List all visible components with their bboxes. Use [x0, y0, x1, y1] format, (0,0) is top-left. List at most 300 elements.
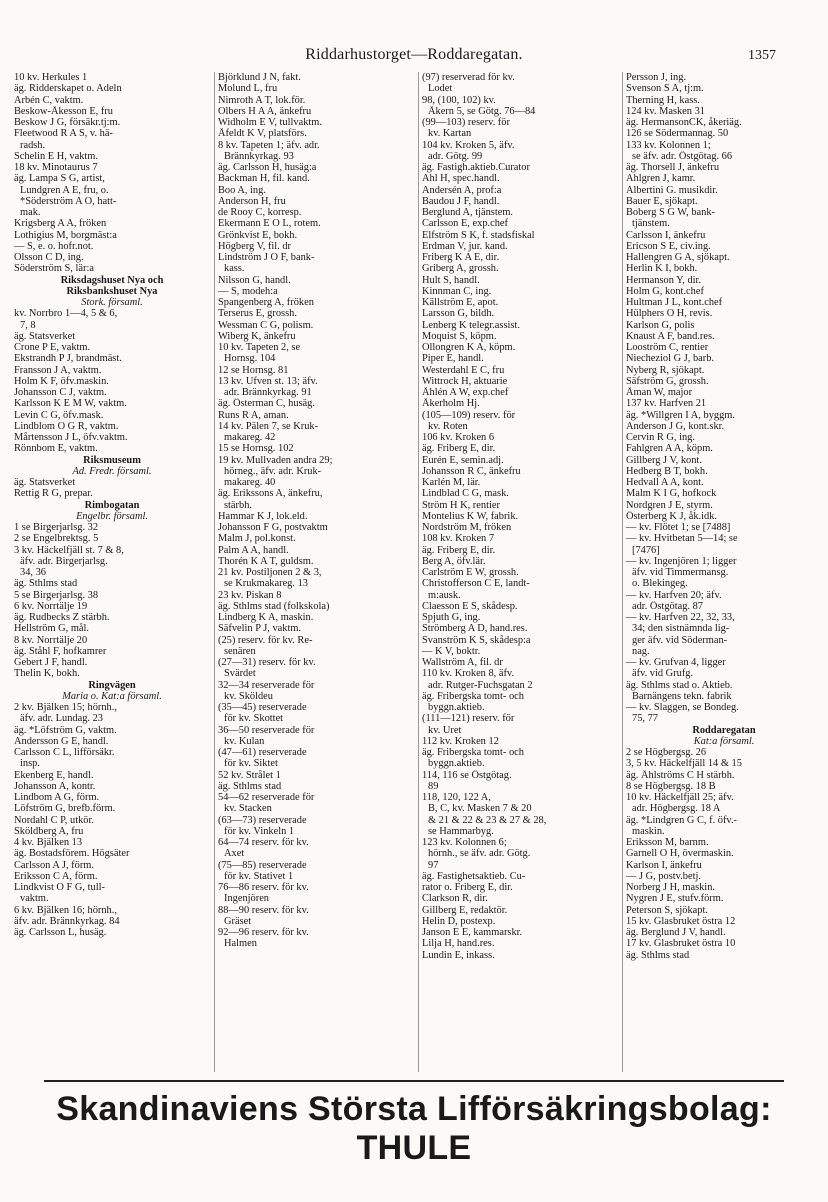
directory-entry: äg. Österman C, husäg.: [218, 398, 315, 410]
directory-entry: — J G, postv.betj.: [626, 870, 701, 882]
directory-entry: äg. Carlsson L, husäg.: [14, 927, 107, 938]
directory-entry: kv. Sköldeu: [224, 690, 273, 702]
directory-entry: äg. Ridderskapet o. Adeln: [14, 83, 122, 95]
directory-entry: (47—61) reserverade: [218, 747, 307, 758]
directory-entry: Hultman J L, kont.chef: [626, 297, 723, 308]
parish-subheading: Stork. församl.: [81, 297, 143, 308]
directory-entry: (97) reserverad för kv.: [422, 72, 515, 83]
directory-entry: Boberg S G W, bank-: [626, 207, 715, 218]
directory-entry: Bauer E, sjökapt.: [626, 195, 698, 207]
directory-entry: äg. Statsverket: [14, 330, 76, 342]
directory-entry: adr. Götg. 99: [428, 150, 483, 162]
directory-entry: Peterson S, sjökapt.: [626, 904, 708, 916]
directory-entry: Eriksson C A, förm.: [14, 870, 98, 882]
directory-entry: 123 kv. Kolonnen 6;: [422, 837, 507, 848]
directory-entry: Eriksson M, barnm.: [626, 837, 709, 848]
directory-entry: Lindström J O F, bank-: [218, 252, 315, 263]
directory-entry: Svenson S A, tj:m.: [626, 83, 704, 95]
directory-entry: Elfström S K, f. stadsfiskal: [422, 229, 535, 241]
directory-entry: (63—73) reserverade: [218, 814, 307, 826]
directory-entry: — kv. Harfven 20; äfv.: [626, 589, 722, 601]
directory-entry: 108 kv. Kroken 7: [422, 533, 495, 545]
directory-entry: *Söderström A O, hatt-: [20, 195, 117, 207]
directory-entry: Runs R A, aman.: [218, 409, 289, 421]
directory-entry: 34, 36: [20, 567, 46, 578]
directory-entry: byggn.aktieb.: [428, 758, 485, 770]
directory-entry: Norberg J H, maskin.: [626, 882, 715, 893]
directory-entry: — kv. Slaggen, se Bondeg.: [626, 702, 739, 713]
directory-entry: Erdman V, jur. kand.: [422, 240, 508, 252]
directory-entry: äg. Thorsell J, änkefru: [626, 162, 720, 173]
directory-entry: 2 se Engelbrektsg. 5: [14, 533, 99, 545]
directory-entry: äfv. adr. Brännkyrkag. 84: [14, 915, 120, 927]
directory-entry: (105—109) reserv. för: [422, 409, 516, 421]
directory-entry: Ahlgren J, kamr.: [626, 173, 696, 185]
directory-entry: Gillberg E, redaktör.: [422, 904, 508, 916]
directory-entry: — S, e. o. hofr.not.: [14, 240, 94, 252]
directory-entry: Boo A, ing.: [218, 184, 266, 196]
directory-entry: 6 kv. Bjälken 16; hörnh.,: [14, 904, 117, 916]
directory-entry: Baudou J F, handl.: [422, 195, 500, 207]
directory-entry: 8 kv. Norrtälje 20: [14, 634, 88, 646]
directory-entry: rator o. Friberg E, dir.: [422, 882, 513, 893]
directory-entry: Lundgren A E, fru, o.: [20, 184, 109, 196]
directory-entry: Ollongren K A, köpm.: [422, 342, 516, 353]
directory-entry: 15 se Hornsg. 102: [218, 443, 294, 455]
directory-entry: för kv. Siktet: [224, 758, 278, 770]
page-title: Riddarhustorget—Roddaregatan.: [305, 46, 523, 63]
street-heading: Riksmuseum: [83, 454, 141, 466]
directory-entry: Andersson G E, handl.: [14, 735, 109, 747]
directory-entry: Rönnbom E, vaktm.: [14, 443, 98, 455]
directory-entry: Beskow J G, försäkr.tj:m.: [14, 117, 121, 128]
directory-entry: Wallström A, fil. dr: [422, 657, 503, 668]
directory-entry: Lindberg K A, maskin.: [218, 612, 314, 623]
directory-entry: Fleetwood R A S, v. hä-: [14, 128, 113, 140]
directory-entry: Lindkvist O F G, tull-: [14, 882, 105, 893]
column-3: [418, 72, 618, 1072]
directory-entry: Olbers H A A, änkefru: [218, 105, 312, 117]
directory-entry: stärbh.: [224, 499, 252, 511]
street-heading: Ringvägen: [88, 679, 136, 691]
directory-entry: Åkern 5, se Götg. 76—84: [428, 105, 536, 117]
directory-entry: 89: [428, 780, 439, 792]
directory-entry: 12 se Hornsg. 81: [218, 364, 289, 376]
directory-entry: 2 kv. Bjälken 15; hörnh.,: [14, 702, 117, 713]
directory-entry: Lundin E, inkass.: [422, 949, 495, 961]
directory-entry: Berg A, öfv.lär.: [422, 555, 486, 567]
directory-entry: kv. Stacken: [224, 803, 272, 815]
directory-entry: Carlsson E, exp.chef: [422, 218, 508, 230]
directory-entry: 106 kv. Kroken 6: [422, 432, 495, 443]
directory-entry: Spjuth G, ing.: [422, 612, 481, 623]
directory-entry: Lothigius M, borgmäst:a: [14, 229, 117, 241]
footer-rule: [44, 1080, 784, 1082]
directory-entry: adr. Östgötag. 87: [632, 600, 703, 612]
directory-entry: Carlsson I, änkefru: [626, 229, 706, 241]
directory-entry: Strömberg A D, hand.res.: [422, 623, 528, 635]
directory-entry: 75, 77: [632, 713, 658, 725]
directory-entry: hörnh., se äfv. adr. Götg.: [428, 848, 531, 860]
directory-entry: 32—34 reserverade för: [218, 679, 315, 691]
directory-entry: Carlsson C L, lifförsäkr.: [14, 747, 115, 758]
directory-entry: Berglund A, tjänstem.: [422, 207, 514, 218]
directory-entry: kv. Kulan: [224, 735, 265, 747]
directory-entry: Westerdahl E C, fru: [422, 364, 505, 376]
directory-entry: Garnell O H, övermaskin.: [626, 848, 734, 860]
directory-entry: Svanström K S, skådesp:a: [422, 634, 531, 646]
directory-entry: äg. Fastighetsaktieb. Cu-: [422, 870, 526, 882]
directory-entry: Carlström E W, grossh.: [422, 567, 519, 578]
directory-entry: kv. Roten: [428, 420, 468, 432]
directory-entry: Fransson J A, vaktm.: [14, 364, 102, 376]
directory-entry: Janson E E, kammarskr.: [422, 927, 523, 938]
directory-entry: (25) reserv. för kv. Re-: [218, 634, 313, 646]
directory-entry: Johansson F G, postvaktm: [218, 522, 328, 533]
directory-entry: Nordahl C P, utkör.: [14, 814, 94, 826]
directory-entry: Beskow-Åkesson E, fru: [14, 105, 113, 117]
directory-entry: Löfström G, brefb.förm.: [14, 803, 116, 815]
directory-entry: Claesson E S, skådesp.: [422, 600, 518, 612]
directory-entry: Olsson C D, ing.: [14, 252, 84, 263]
directory-entry: 8 se Högbergsg. 18 B: [626, 780, 716, 792]
directory-entry: Nygren J E, stufv.förm.: [626, 893, 724, 905]
directory-entry: äg. Sthlms stad: [14, 578, 78, 590]
directory-entry: Wittrock H, aktuarie: [422, 375, 508, 387]
directory-entry: Holm K F, öfv.maskin.: [14, 375, 109, 387]
directory-entry: Thorén K A T, guldsm.: [218, 555, 314, 567]
directory-entry: adr. Brännkyrkag. 91: [224, 387, 312, 398]
directory-entry: 23 kv. Piskan 8: [218, 589, 282, 601]
directory-entry: 15 kv. Glasbruket östra 12: [626, 915, 736, 927]
directory-entry: byggn.aktieb.: [428, 702, 485, 713]
directory-entry: Gillberg J V, kont.: [626, 454, 702, 466]
directory-entry: Österberg K J, åk.idk.: [626, 510, 717, 522]
directory-entry: äg. *Löfström G, vaktm.: [14, 724, 117, 736]
directory-entry: Malm J, pol.konst.: [218, 533, 296, 545]
directory-entry: Therning H, kass.: [626, 94, 700, 106]
directory-entry: senären: [224, 645, 256, 657]
directory-entry: Nordström M, fröken: [422, 522, 512, 533]
directory-entry: Söderström S, lär:a: [14, 263, 94, 275]
directory-entry: Wiberg K, änkefru: [218, 330, 296, 342]
directory-entry: äfv. adr. Lundag. 23: [20, 713, 104, 725]
directory-entry: 8 kv. Tapeten 1; äfv. adr.: [218, 139, 320, 151]
parish-subheading: Kat:a församl.: [693, 735, 755, 747]
directory-entry: Hult S, handl.: [422, 274, 480, 286]
directory-entry: Axet: [224, 848, 245, 860]
directory-entry: 21 kv. Postiljonen 2 & 3,: [218, 567, 322, 578]
directory-entry: 98, (100, 102) kv.: [422, 94, 496, 106]
directory-entry: & 21 & 22 & 23 & 27 & 28,: [428, 814, 547, 826]
directory-entry: Fahlgren A A, köpm.: [626, 443, 713, 455]
directory-entry: 17 kv. Glasbruket östra 10: [626, 938, 736, 950]
directory-entry: Thelin K, bokh.: [14, 668, 80, 680]
directory-entry: Barnängens tekn. fabrik: [632, 690, 732, 702]
directory-entry: Ekermann E O L, rotem.: [218, 218, 321, 230]
directory-entry: 133 kv. Kolonnen 1;: [626, 139, 711, 151]
directory-entry: 104 kv. Kroken 5, äfv.: [422, 139, 515, 151]
directory-entry: Andersén A, prof:a: [422, 184, 502, 196]
directory-entry: adr. Högbergsg. 18 A: [632, 803, 721, 815]
directory-entry: radsh.: [20, 139, 46, 151]
directory-entry: Ahl H, spec.handl.: [422, 173, 500, 185]
directory-entry: Ström H K, rentier: [422, 499, 500, 511]
directory-entry: Montelius K W, fabrik.: [422, 510, 519, 522]
page-number: 1357: [748, 48, 776, 63]
column-1: [14, 72, 210, 1072]
directory-entry: äg. Carlsson H, husäg:a: [218, 162, 317, 173]
directory-entry: hörneg., äfv. adr. Kruk-: [224, 465, 322, 477]
street-heading: Roddaregatan: [692, 724, 756, 736]
directory-entry: Brännkyrkag. 93: [224, 150, 294, 162]
directory-entry: 124 kv. Masken 31: [626, 105, 705, 117]
directory-entry: Backman H, fil. kand.: [218, 173, 310, 185]
directory-entry: (35—45) reserverade: [218, 702, 307, 713]
directory-entry: äg. Friberg E, dir.: [422, 544, 496, 556]
directory-entry: Hülphers O H, revis.: [626, 308, 713, 320]
directory-entry: makareg. 42: [224, 432, 276, 443]
directory-entry: Mårtensson J L, öfv.vaktm.: [14, 432, 128, 443]
directory-entry: maskin.: [632, 825, 665, 837]
directory-entry: Palm A A, handl.: [218, 544, 289, 556]
directory-entry: Rettig R G, prepar.: [14, 488, 93, 500]
directory-entry: Larsson G, bildh.: [422, 308, 495, 320]
directory-entry: (99—103) reserv. för: [422, 117, 510, 128]
directory-entry: Grönkvist E, bokh.: [218, 229, 298, 241]
directory-entry: äg. Fastigh.aktieb.Curator: [422, 162, 530, 173]
directory-entry: 2 se Högbergsg. 26: [626, 747, 707, 758]
directory-entry: Hornsg. 104: [224, 353, 276, 365]
directory-entry: Herlin K I, bokh.: [626, 263, 698, 275]
column-4: [622, 72, 822, 1072]
directory-entry: (111—121) reserv. för: [422, 713, 515, 725]
directory-entry: makareg. 40: [224, 477, 276, 488]
directory-entry: Molund L, fru: [218, 83, 278, 95]
directory-entry: kass.: [224, 263, 245, 275]
street-heading: Riksdagshuset Nya och: [60, 274, 164, 286]
directory-entry: adr. Rutger-Fuchsgatan 2: [428, 679, 533, 691]
directory-entry: Albertini G. musikdir.: [626, 184, 718, 196]
directory-entry: Lindblad C G, mask.: [422, 488, 509, 500]
directory-entry: Anderson J G, kont.skr.: [626, 420, 725, 432]
directory-entry: 14 kv. Pälen 7, se Kruk-: [218, 420, 319, 432]
directory-entry: o. Blekingeg.: [632, 578, 688, 590]
directory-entry: Hermanson Y, dir.: [626, 274, 702, 286]
directory-entry: Persson J, ing.: [626, 72, 687, 83]
directory-entry: — K V, boktr.: [422, 645, 481, 657]
directory-entry: Lenberg K telegr.assist.: [422, 319, 520, 331]
directory-entry: Kinnman C, ing.: [422, 285, 492, 297]
directory-entry: 36—50 reserverade för: [218, 724, 315, 736]
directory-entry: 19 kv. Mullvaden andra 29;: [218, 454, 333, 466]
directory-entry: äg. Erikssons A, änkefru,: [218, 488, 323, 500]
directory-entry: 92—96 reserv. för kv.: [218, 927, 309, 938]
directory-entry: Griberg A, grossh.: [422, 263, 499, 275]
directory-entry: 118, 120, 122 A,: [422, 792, 491, 803]
running-head: [0, 46, 828, 68]
directory-entry: 3 kv. Häckelfjäll st. 7 & 8,: [14, 544, 124, 556]
directory-entry: tjänstem.: [632, 218, 670, 230]
column-2: [214, 72, 414, 1072]
directory-entry: Halmen: [224, 938, 257, 950]
directory-entry: Lindbom A G, förm.: [14, 792, 100, 803]
directory-entry: äg. Friberg E, dir.: [422, 443, 496, 455]
directory-entry: Karlson G, polis: [626, 319, 695, 331]
directory-entry: för kv. Vinkeln 1: [224, 825, 295, 837]
street-heading: Riksbankshuset Nya: [66, 285, 158, 297]
directory-entry: Johansson R C, änkefru: [422, 465, 521, 477]
directory-entry: Karlsson K E M W, vaktm.: [14, 398, 127, 410]
directory-entry: Friberg K A E, dir.: [422, 252, 500, 263]
directory-entry: 76—86 reserv. för kv.: [218, 882, 309, 893]
directory-entry: — kv. Ingenjören 1; ligger: [626, 555, 737, 567]
directory-entry: nag.: [632, 645, 650, 657]
directory-entry: — S, modeh:a: [218, 285, 278, 297]
directory-entry: Hallengren G A, sjökapt.: [626, 252, 730, 263]
directory-entry: Sköldberg A, fru: [14, 825, 84, 837]
directory-entry: Säfvelin P J, vaktm.: [218, 623, 302, 635]
directory-entry: äg. Lampa S G, artist,: [14, 173, 105, 185]
directory-entry: Björklund J N, fakt.: [218, 72, 301, 83]
directory-entry: 54—62 reserverade för: [218, 792, 315, 803]
directory-entry: Ekenberg E, handl.: [14, 769, 94, 781]
parish-subheading: Engelbr. församl.: [76, 510, 148, 522]
directory-entry: Svärdet: [224, 668, 256, 680]
directory-entry: Terserus E, grossh.: [218, 308, 297, 320]
directory-entry: insp.: [20, 758, 40, 770]
directory-entry: 34; den sistnämnda lig-: [632, 623, 730, 635]
directory-entry: Eurén E, semin.adj.: [422, 454, 504, 466]
directory-entry: ger äfv. vid Söderman-: [632, 634, 728, 646]
directory-entry: 18 kv. Minotaurus 7: [14, 162, 98, 173]
directory-entry: Clarkson R, dir.: [422, 893, 488, 905]
directory-entry: Cervin R G, ing.: [626, 432, 695, 443]
directory-entry: Nyberg R, sjökapt.: [626, 364, 705, 376]
directory-entry: äg. Ählströms C H stärbh.: [626, 769, 735, 781]
directory-entry: äg. Rudbecks Z stärbh.: [14, 612, 110, 623]
directory-entry: äg. HermansonCK, åkeriäg.: [626, 117, 742, 128]
directory-entry: äg. Statsverket: [14, 477, 76, 488]
directory-entry: Wessman C G, polism.: [218, 319, 314, 331]
directory-entry: äg. Fribergska tomt- och: [422, 690, 524, 702]
parish-subheading: Maria o. Kat:a församl.: [62, 690, 162, 702]
directory-entry: 126 se Södermannag. 50: [626, 128, 729, 140]
directory-entry: Spangenberg A, fröken: [218, 297, 314, 308]
directory-entry: vaktm.: [20, 893, 49, 905]
directory-entry: 110 kv. Kroken 8, äfv.: [422, 668, 515, 680]
directory-entry: se äfv. adr. Östgötag. 66: [632, 150, 733, 162]
directory-entry: Hammar K J, lok.eld.: [218, 510, 308, 522]
directory-entry: Carlsson A J, förm.: [14, 859, 94, 871]
directory-entry: äg. Bostadsförem. Högsäter: [14, 848, 130, 860]
directory-entry: för kv. Stativet 1: [224, 870, 294, 882]
directory-entry: de Rooy C, korresp.: [218, 207, 302, 218]
directory-entry: — kv. Harfven 22, 32, 33,: [626, 612, 735, 623]
directory-entry: — kv. Grufvan 4, ligger: [626, 657, 726, 668]
directory-entry: äg. Ståhl F, hofkamrer: [14, 645, 107, 657]
directory-entry: — kv. Flötet 1; se [7488]: [626, 522, 731, 533]
directory-entry: Åman W, major: [626, 387, 693, 398]
directory-entry: Hedvall A A, kont.: [626, 477, 704, 488]
directory-entry: Piper E, handl.: [422, 353, 484, 365]
street-heading: Rimbogatan: [84, 499, 140, 511]
directory-entry: Karlén M, lär.: [422, 477, 481, 488]
directory-entry: 97: [428, 859, 439, 871]
directory-entry: Källström E, apot.: [422, 297, 499, 308]
parish-subheading: Ad. Fredr. församl.: [72, 465, 152, 477]
directory-entry: Moquist S, köpm.: [422, 330, 497, 342]
directory-entry: äg. Berglund J V, handl.: [626, 927, 726, 938]
directory-entry: Hedberg B T, bokh.: [626, 465, 708, 477]
directory-entry: Ekstrandh P J, brandmäst.: [14, 353, 122, 365]
directory-entry: äfv. vid Timmermansg.: [632, 567, 729, 578]
directory-entry: kv. Norrbro 1—4, 5 & 6,: [14, 308, 118, 320]
directory-entry: Åkerholm Hj.: [422, 398, 480, 410]
directory-entry: äg. *Willgren I A, byggm.: [626, 409, 735, 421]
directory-entry: Johansson A, kontr.: [14, 780, 96, 792]
directory-entry: 4 kv. Bjälken 13: [14, 837, 83, 848]
directory-entry: Christofferson C E, landt-: [422, 578, 530, 590]
directory-entry: se Hammarbyg.: [428, 825, 494, 837]
directory-entry: Looström C, rentier: [626, 342, 709, 353]
directory-entry: Ingenjören: [224, 893, 270, 905]
directory-entry: Nordgren J E, styrm.: [626, 499, 713, 511]
directory-entry: äg. Sthlms stad (folkskola): [218, 600, 330, 612]
directory-entry: äg. Sthlms stad: [218, 780, 282, 792]
directory-entry: äg. Sthlms stad: [626, 949, 690, 961]
directory-entry: Crone P E, vaktm.: [14, 342, 91, 353]
directory-entry: Johansson C J, vaktm.: [14, 387, 107, 398]
directory-entry: Högberg V, fil. dr: [218, 240, 292, 252]
directory-entry: Åhlén A W, exp.chef: [422, 387, 509, 398]
directory-entry: [7476]: [632, 544, 660, 556]
directory-entry: Widholm E V, tullvaktm.: [218, 117, 322, 128]
directory-entry: Malm K I G, hofkock: [626, 488, 717, 500]
directory-entry: (27—31) reserv. för kv.: [218, 657, 316, 668]
directory-entry: för kv. Skottet: [224, 713, 284, 725]
directory-entry: äg. *Lindgren G C, f. öfv.-: [626, 814, 737, 826]
directory-entry: Hellström G, mål.: [14, 623, 90, 635]
directory-entry: äg. Fribergska tomt- och: [422, 747, 524, 758]
directory-entry: 6 kv. Norrtälje 19: [14, 600, 88, 612]
directory-entry: 10 kv. Tapeten 2, se: [218, 342, 301, 353]
directory-entry: kv. Kartan: [428, 128, 472, 140]
footer-advertisement: Skandinaviens Största Lifförsäkringsbolag: THULE: [56, 1090, 772, 1167]
directory-entry: Levin C G, öfv.mask.: [14, 409, 104, 421]
directory-entry: 13 kv. Ufven st. 13; äfv.: [218, 375, 318, 387]
directory-entry: Säfström G, grossh.: [626, 375, 709, 387]
directory-entry: Lodet: [428, 83, 453, 95]
directory-entry: äfv. adr. Birgerjarlsg.: [20, 555, 108, 567]
directory-entry: 64—74 reserv. för kv.: [218, 837, 309, 848]
directory-entry: Nimroth A T, lok.för.: [218, 94, 306, 106]
directory-entry: 114, 116 se Östgötag.: [422, 769, 512, 781]
directory-entry: (75—85) reserverade: [218, 859, 307, 871]
directory-entry: 137 kv. Harfven 21: [626, 398, 707, 410]
directory-entry: Schelin E H, vaktm.: [14, 150, 98, 162]
directory-entry: 5 se Birgerjarlsg. 38: [14, 589, 99, 601]
directory-entry: Anderson H, fru: [218, 195, 286, 207]
directory-entry: 52 kv. Strålet 1: [218, 769, 281, 781]
directory-entry: Helin D, postexp.: [422, 915, 496, 927]
directory-entry: se Krukmakareg. 13: [224, 578, 308, 590]
directory-entry: 10 kv. Häckelfjäll 25; äfv.: [626, 792, 734, 803]
directory-entry: kv. Uret: [428, 724, 462, 736]
directory-entry: Arbén C, vaktm.: [14, 94, 84, 106]
directory-entry: äg. Sthlms stad o. Aktieb.: [626, 679, 733, 691]
directory-entry: Holm G, kont.chef: [626, 285, 704, 297]
